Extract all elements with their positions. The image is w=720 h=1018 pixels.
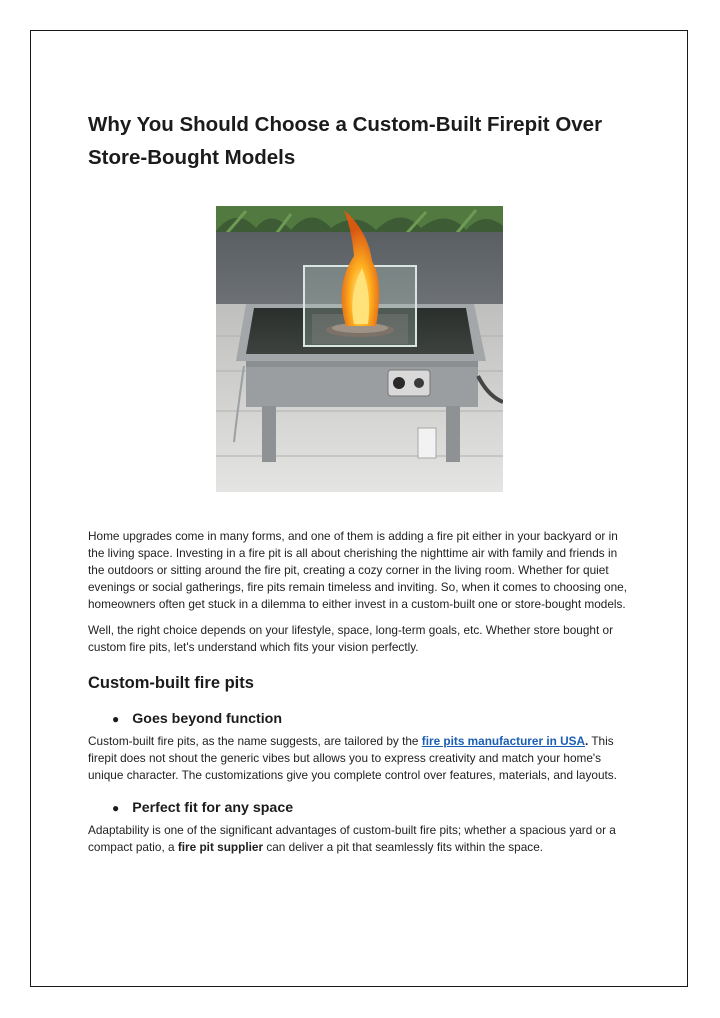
bullet-2-text-end: can deliver a pit that seamlessly fits within the space. [263, 840, 544, 854]
bullet-2-paragraph [88, 822, 636, 856]
bullet-1-period: . [585, 734, 589, 748]
bullet-heading: Goes beyond function [132, 711, 283, 727]
bullet-dot-icon: ● [112, 712, 120, 726]
second-paragraph: Well, the right choice depends on your lifestyle, space, long-term goals, etc. Whether store bought or custom fire pits, let's understand which fits your vision perfectly. [88, 623, 614, 654]
bullet-1-text-start: Custom-built fire pits, as the name suggests, are tailored by the [88, 734, 422, 748]
fire-pit-supplier-bold: fire pit supplier [177, 840, 264, 854]
bullet-perfect-fit [112, 798, 636, 818]
fire-pits-manufacturer-link[interactable]: fire pits manufacturer in USA [421, 734, 585, 748]
fire-pit-image [216, 206, 503, 492]
section-heading: Custom-built fire pits [88, 674, 254, 692]
bullet-2-text-start: Adaptability is one of the significant advantages of custom-built fire pits; whether a spacious yard or a compact patio, a [88, 823, 616, 854]
bullet-heading: Perfect fit for any space [132, 800, 294, 816]
intro-paragraph: Home upgrades come in many forms, and one of them is adding a fire pit either in your backyard or in the living space. Investing in a fire pit is all about cherishing the nighttime air with family and friends in the outdoors or sitting around the fire pit, creating a cozy corner in the living room. Whether for quiet evenings or social gatherings, fire pits remain timeless and inviting. So, when it comes to choosing one, homeowners often get stuck in a dilemma to either invest in a custom-built one or store-bought models. [88, 529, 628, 611]
bullet-1-text-end: This firepit does not shout the generic vibes but allows you to express creativity and match your home's unique character. The customizations give you complete control over features, materials, and layouts. [88, 734, 617, 782]
document-title: Why You Should Choose a Custom-Built Firepit Over Store-Bought Models [88, 113, 603, 169]
bullet-goes-beyond-function [112, 709, 636, 729]
bullet-1-paragraph [88, 733, 636, 784]
document-content [88, 108, 636, 856]
bullet-dot-icon: ● [112, 801, 120, 815]
